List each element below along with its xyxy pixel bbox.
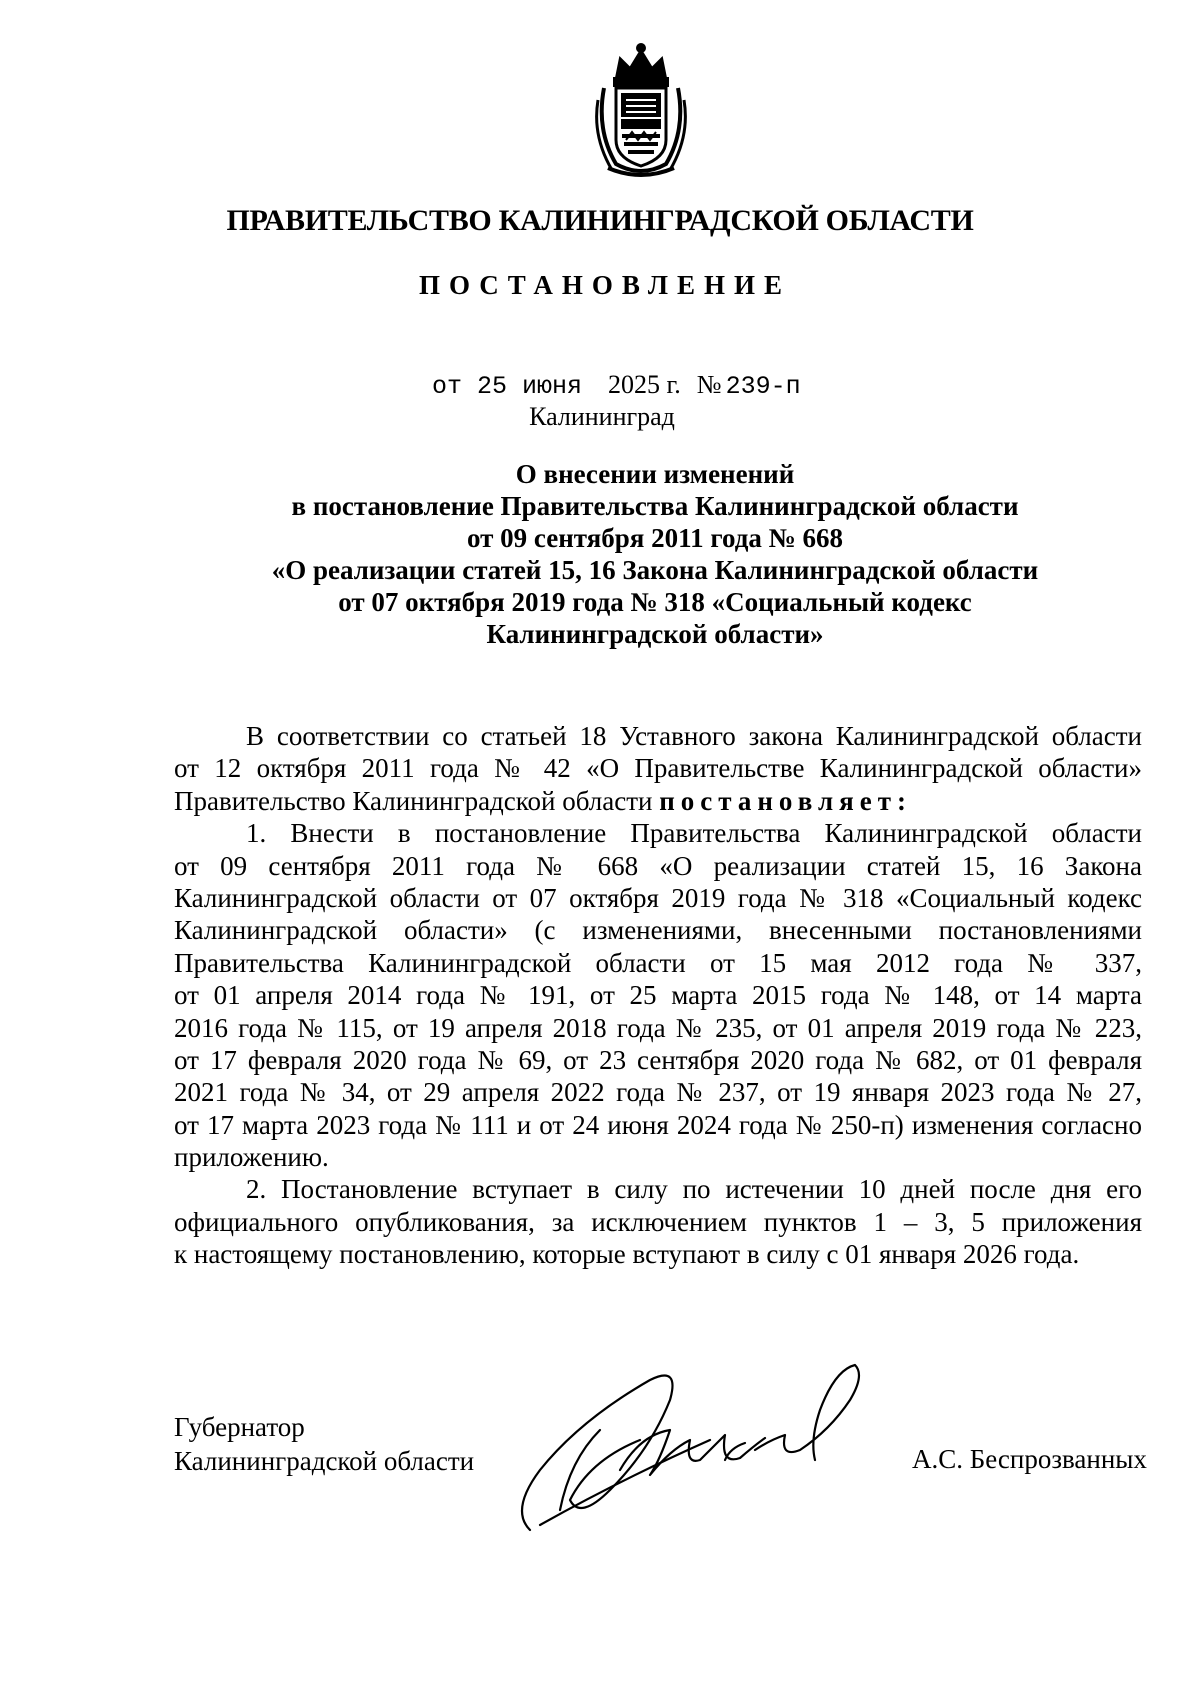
document-body bbox=[174, 720, 1142, 1271]
body-line: Калининградской области от 07 октября 2019 года № 318 «Социальный кодекс bbox=[174, 882, 1142, 913]
decree-word: постановляет: bbox=[659, 785, 912, 816]
body-line: от 01 апреля 2014 года № 191, от 25 марта 2015 года № 148, от 14 марта bbox=[174, 980, 1142, 1011]
body-line bbox=[174, 785, 1142, 817]
number-sign: № bbox=[696, 370, 722, 399]
document-date: от 25 июня bbox=[432, 372, 583, 401]
document-title bbox=[220, 458, 1090, 650]
body-line: Правительства Калининградской области от 15 мая 2012 года № 337, bbox=[174, 947, 1142, 978]
body-line: приложению. bbox=[174, 1142, 329, 1173]
document-type: ПОСТАНОВЛЕНИЕ bbox=[418, 270, 792, 300]
position-line: Калининградской области bbox=[174, 1446, 475, 1476]
body-line: 2021 года № 34, от 29 апреля 2022 года № 237, от 19 января 2023 года № 27, bbox=[174, 1077, 1142, 1108]
title-line: «О реализации статей 15, 16 Закона Калининградской области bbox=[271, 555, 1039, 585]
position-line: Губернатор bbox=[174, 1412, 305, 1442]
body-line: от 17 февраля 2020 года № 69, от 23 сентября 2020 года № 682, от 01 февраля bbox=[174, 1044, 1142, 1075]
body-line: от 09 сентября 2011 года № 668 «О реализации статей 15, 16 Закона bbox=[174, 850, 1142, 881]
title-line: от 07 октября 2019 года № 318 «Социальный кодекс bbox=[338, 587, 972, 617]
city-name: Калининград bbox=[529, 402, 675, 431]
title-line: Калининградской области» bbox=[486, 619, 824, 649]
signatory-position bbox=[174, 1410, 474, 1478]
body-line: 2. Постановление вступает в силу по истечении 10 дней после дня его bbox=[246, 1174, 1142, 1205]
coat-of-arms-emblem bbox=[586, 40, 696, 180]
body-line: 1. Внести в постановление Правительства Калининградской области bbox=[246, 818, 1142, 849]
body-line: официального опубликования, за исключением пунктов 1 – 3, 5 приложения bbox=[174, 1206, 1142, 1237]
document-year: 2025 г. bbox=[608, 370, 681, 399]
title-line: О внесении изменений bbox=[515, 459, 795, 489]
body-line: к настоящему постановлению, которые вступают в силу с 01 января 2026 года. bbox=[174, 1239, 1080, 1270]
body-line: от 12 октября 2011 года № 42 «О Правительстве Калининградской области» bbox=[174, 753, 1142, 784]
body-line: 2016 года № 115, от 19 апреля 2018 года № 235, от 01 апреля 2019 года № 223, bbox=[174, 1012, 1142, 1043]
body-line: В соответствии со статьей 18 Уставного закона Калининградской области bbox=[246, 721, 1142, 751]
organization-name: ПРАВИТЕЛЬСТВО КАЛИНИНГРАДСКОЙ ОБЛАСТИ bbox=[226, 204, 974, 237]
preamble-last: Правительство Калининградской области bbox=[174, 785, 653, 816]
signer-name: А.С. Беспрозванных bbox=[912, 1444, 1147, 1474]
body-line: от 17 марта 2023 года № 111 и от 24 июня 2024 года № 250-п) изменения согласно bbox=[174, 1109, 1142, 1140]
document-number: 239-п bbox=[725, 372, 801, 401]
title-line: в постановление Правительства Калининградской области bbox=[291, 491, 1019, 521]
title-line: от 09 сентября 2011 года № 668 bbox=[466, 523, 843, 553]
document-date-number bbox=[432, 370, 801, 401]
body-line: Калининградской области» (с изменениями, внесенными постановлениями bbox=[174, 915, 1142, 946]
handwritten-signature bbox=[500, 1340, 900, 1540]
